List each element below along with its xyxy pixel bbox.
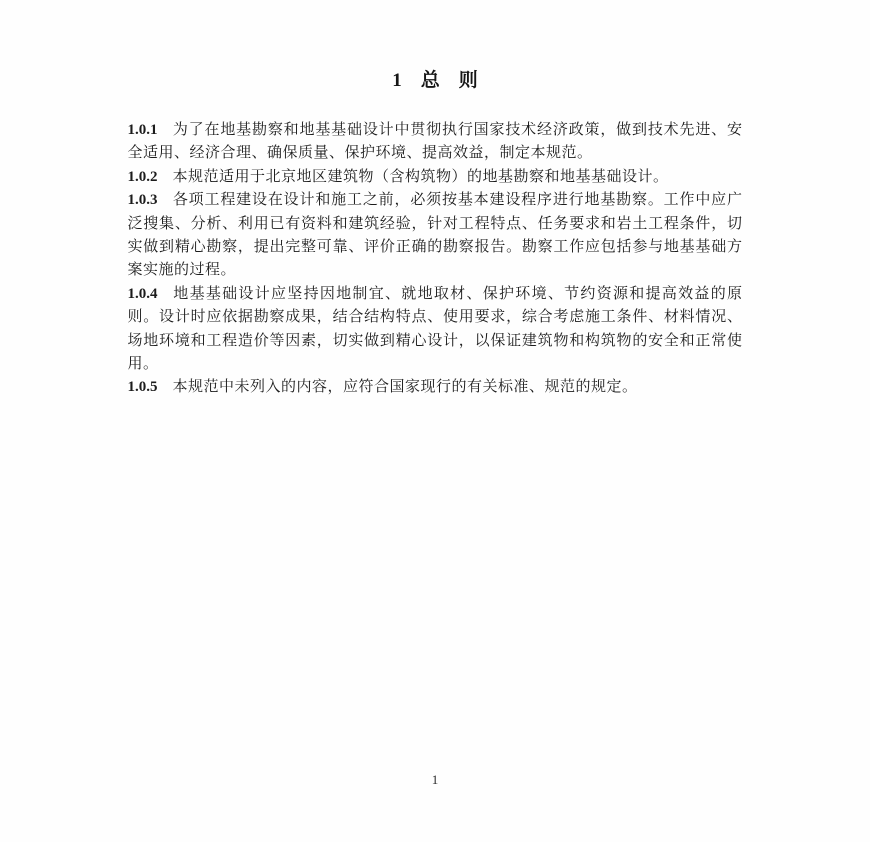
- clause-text: 为了在地基勘察和地基基础设计中贯彻执行国家技术经济政策，做到技术先进、安全适用、经济合理、确保质量、保护环境、提高效益，制定本规范。: [127, 122, 743, 162]
- clause: [128, 119, 743, 166]
- clause: [128, 166, 743, 189]
- clause: [128, 283, 743, 377]
- clause: [128, 189, 743, 283]
- page-body: [128, 0, 743, 400]
- clause-text: 本规范适用于北京地区建筑物（含构筑物）的地基勘察和地基基础设计。: [172, 168, 669, 185]
- page-number: 1: [431, 772, 439, 787]
- clause-number: 1.0.1: [127, 122, 158, 138]
- clause-text: 各项工程建设在设计和施工之前，必须按基本建设程序进行地基勘察。工作中应广泛搜集、分析、利用已有资料和建筑经验，针对工程特点、任务要求和岩土工程条件，切实做到精心勘察，提出完整可靠、评价正确的勘察报告。勘察工作应包括参与地基基础方案实施的过程。: [127, 192, 743, 279]
- clause-number: 1.0.3: [127, 192, 158, 209]
- clause-text: 本规范中未列入的内容，应符合国家现行的有关标准、规范的规定。: [172, 379, 638, 396]
- clause-list: [128, 119, 743, 400]
- clause: [128, 376, 743, 399]
- clause-number: 1.0.4: [127, 285, 158, 302]
- clause-text: 地基基础设计应坚持因地制宜、就地取材、保护环境、节约资源和提高效益的原则。设计时应依据勘察成果，结合结构特点、使用要求，综合考虑施工条件、材料情况、场地环境和工程造价等因素，切实做到精心设计，以保证建筑物和构筑物的安全和正常使用。: [127, 285, 743, 373]
- chapter-title: 1 总 则: [392, 70, 478, 91]
- clause-number: 1.0.2: [127, 168, 158, 185]
- clause-number: 1.0.5: [127, 379, 158, 396]
